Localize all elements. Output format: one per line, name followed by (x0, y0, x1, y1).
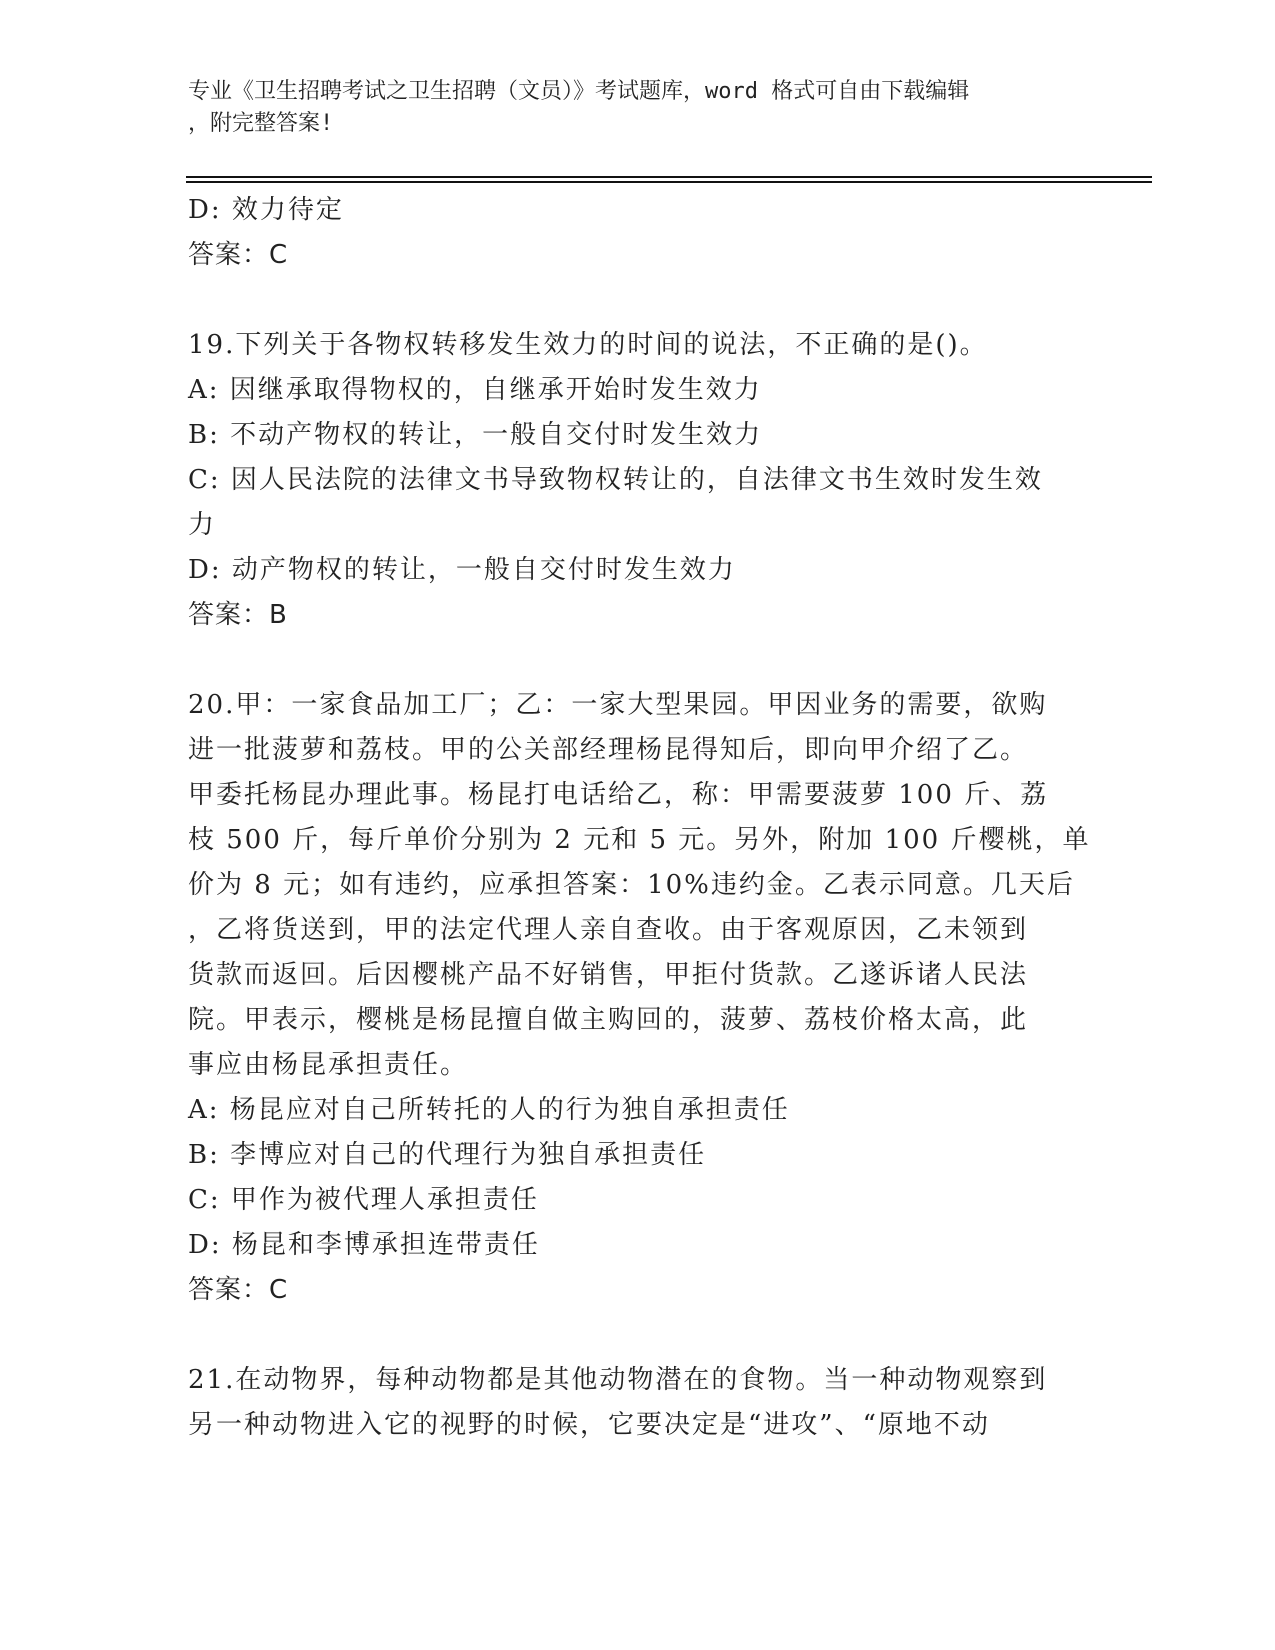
document-header (188, 76, 1068, 140)
question-text-line: 货款而返回。后因樱桃产品不好销售，甲拒付货款。乙遂诉诸人民法 (188, 960, 1029, 990)
option-a: A: 杨昆应对自己所转托的人的行为独自承担责任 (188, 1095, 790, 1125)
document-body (188, 188, 1091, 1448)
answer: 答案：B (188, 600, 288, 630)
header-line-2: ，附完整答案! (188, 111, 334, 136)
header-divider-top (186, 176, 1152, 178)
spacer (188, 638, 1078, 683)
header-divider-bottom (186, 181, 1152, 183)
option-b: B: 不动产物权的转让，一般自交付时发生效力 (188, 420, 763, 450)
answer: 答案：C (188, 240, 289, 270)
question-text-line: 另一种动物进入它的视野的时候，它要决定是“进攻”、“原地不动 (188, 1410, 990, 1440)
option-c-continued: 力 (188, 510, 217, 540)
option-d: D: 杨昆和李博承担连带责任 (188, 1230, 540, 1260)
option-d: D: 动产物权的转让，一般自交付时发生效力 (188, 555, 736, 585)
question-text-line: 21.在动物界，每种动物都是其他动物潜在的食物。当一种动物观察到 (188, 1365, 1048, 1395)
option-b: B: 李博应对自己的代理行为独自承担责任 (188, 1140, 707, 1170)
question-18-tail (188, 188, 1078, 278)
question-text-line: ，乙将货送到，甲的法定代理人亲自查收。由于客观原因，乙未领到 (188, 915, 1029, 945)
question-19 (188, 323, 1078, 638)
question-text-line: 20.甲：一家食品加工厂；乙：一家大型果园。甲因业务的需要，欲购 (188, 690, 1048, 720)
option-c: C: 甲作为被代理人承担责任 (188, 1185, 539, 1215)
question-text-line: 事应由杨昆承担责任。 (188, 1050, 469, 1080)
spacer (188, 278, 1078, 323)
question-21 (188, 1358, 1078, 1448)
option-a: A: 因继承取得物权的，自继承开始时发生效力 (188, 375, 762, 405)
question-text-line: 价为 8 元；如有违约，应承担答案：10%违约金。乙表示同意。几天后 (188, 870, 1075, 900)
question-text: 19.下列关于各物权转移发生效力的时间的说法，不正确的是()。 (188, 330, 988, 360)
option-c: C: 因人民法院的法律文书导致物权转让的，自法律文书生效时发生效 (188, 465, 1043, 495)
question-text-line: 枝 500 斤，每斤单价分别为 2 元和 5 元。另外，附加 100 斤樱桃，单 (188, 825, 1091, 855)
answer: 答案：C (188, 1275, 289, 1305)
spacer (188, 1313, 1078, 1358)
question-text-line: 甲委托杨昆办理此事。杨昆打电话给乙，称：甲需要菠萝 100 斤、荔 (188, 780, 1049, 810)
question-20 (188, 683, 1091, 1313)
question-text-line: 院。甲表示，樱桃是杨昆擅自做主购回的，菠萝、荔枝价格太高，此 (188, 1005, 1029, 1035)
header-line-1: 专业《卫生招聘考试之卫生招聘（文员）》考试题库，word 格式可自由下载编辑 (188, 79, 970, 104)
option-d: D: 效力待定 (188, 195, 344, 225)
question-text-line: 进一批菠萝和荔枝。甲的公关部经理杨昆得知后，即向甲介绍了乙。 (188, 735, 1029, 765)
